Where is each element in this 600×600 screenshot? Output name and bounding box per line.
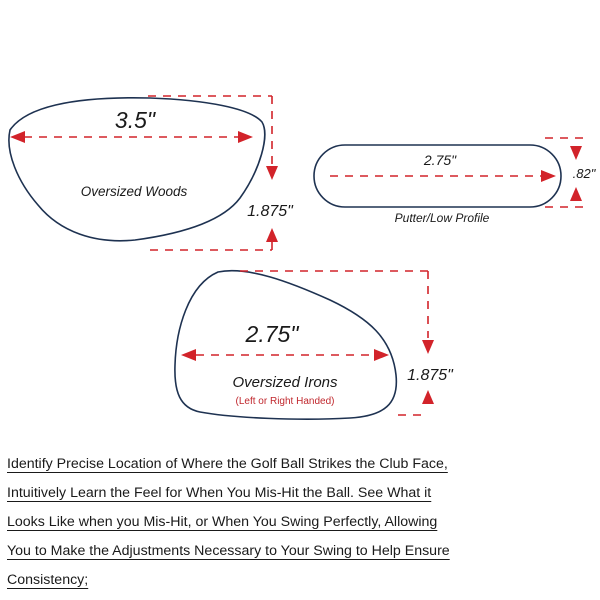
caption-line: Intuitively Learn the Feel for When You Mis-Hit the Ball. See What it (7, 485, 432, 501)
woods-width-label: 3.5" (114, 107, 156, 133)
putter-name-label: Putter/Low Profile (394, 211, 490, 225)
woods-group (9, 96, 294, 250)
irons-width-label: 2.75" (245, 321, 299, 347)
putter-width-label: 2.75" (423, 152, 457, 168)
irons-handedness-note: (Left or Right Handed) (235, 396, 335, 407)
irons-name-label: Oversized Irons (232, 374, 338, 391)
putter-group (314, 138, 597, 225)
irons-height-arrow-up (422, 390, 434, 404)
irons-height-label: 1.875" (407, 367, 453, 384)
irons-group (175, 271, 454, 419)
woods-height-label: 1.875" (247, 203, 293, 220)
woods-name-label: Oversized Woods (80, 184, 188, 199)
description-caption (7, 450, 597, 595)
putter-height-arrow-up (570, 187, 582, 201)
woods-height-arrow-down (266, 166, 278, 180)
caption-line: Consistency; (7, 572, 89, 588)
putter-height-arrow-down (570, 146, 582, 160)
irons-height-arrow-down (422, 340, 434, 354)
caption-line: Identify Precise Location of Where the Golf Ball Strikes the Club Face, (7, 456, 448, 472)
woods-height-arrow-up (266, 228, 278, 242)
caption-line: Looks Like when you Mis-Hit, or When You Swing Perfectly, Allowing (7, 514, 438, 530)
caption-line: You to Make the Adjustments Necessary to Your Swing to Help Ensure (7, 543, 450, 559)
putter-height-label: .82" (572, 166, 596, 181)
